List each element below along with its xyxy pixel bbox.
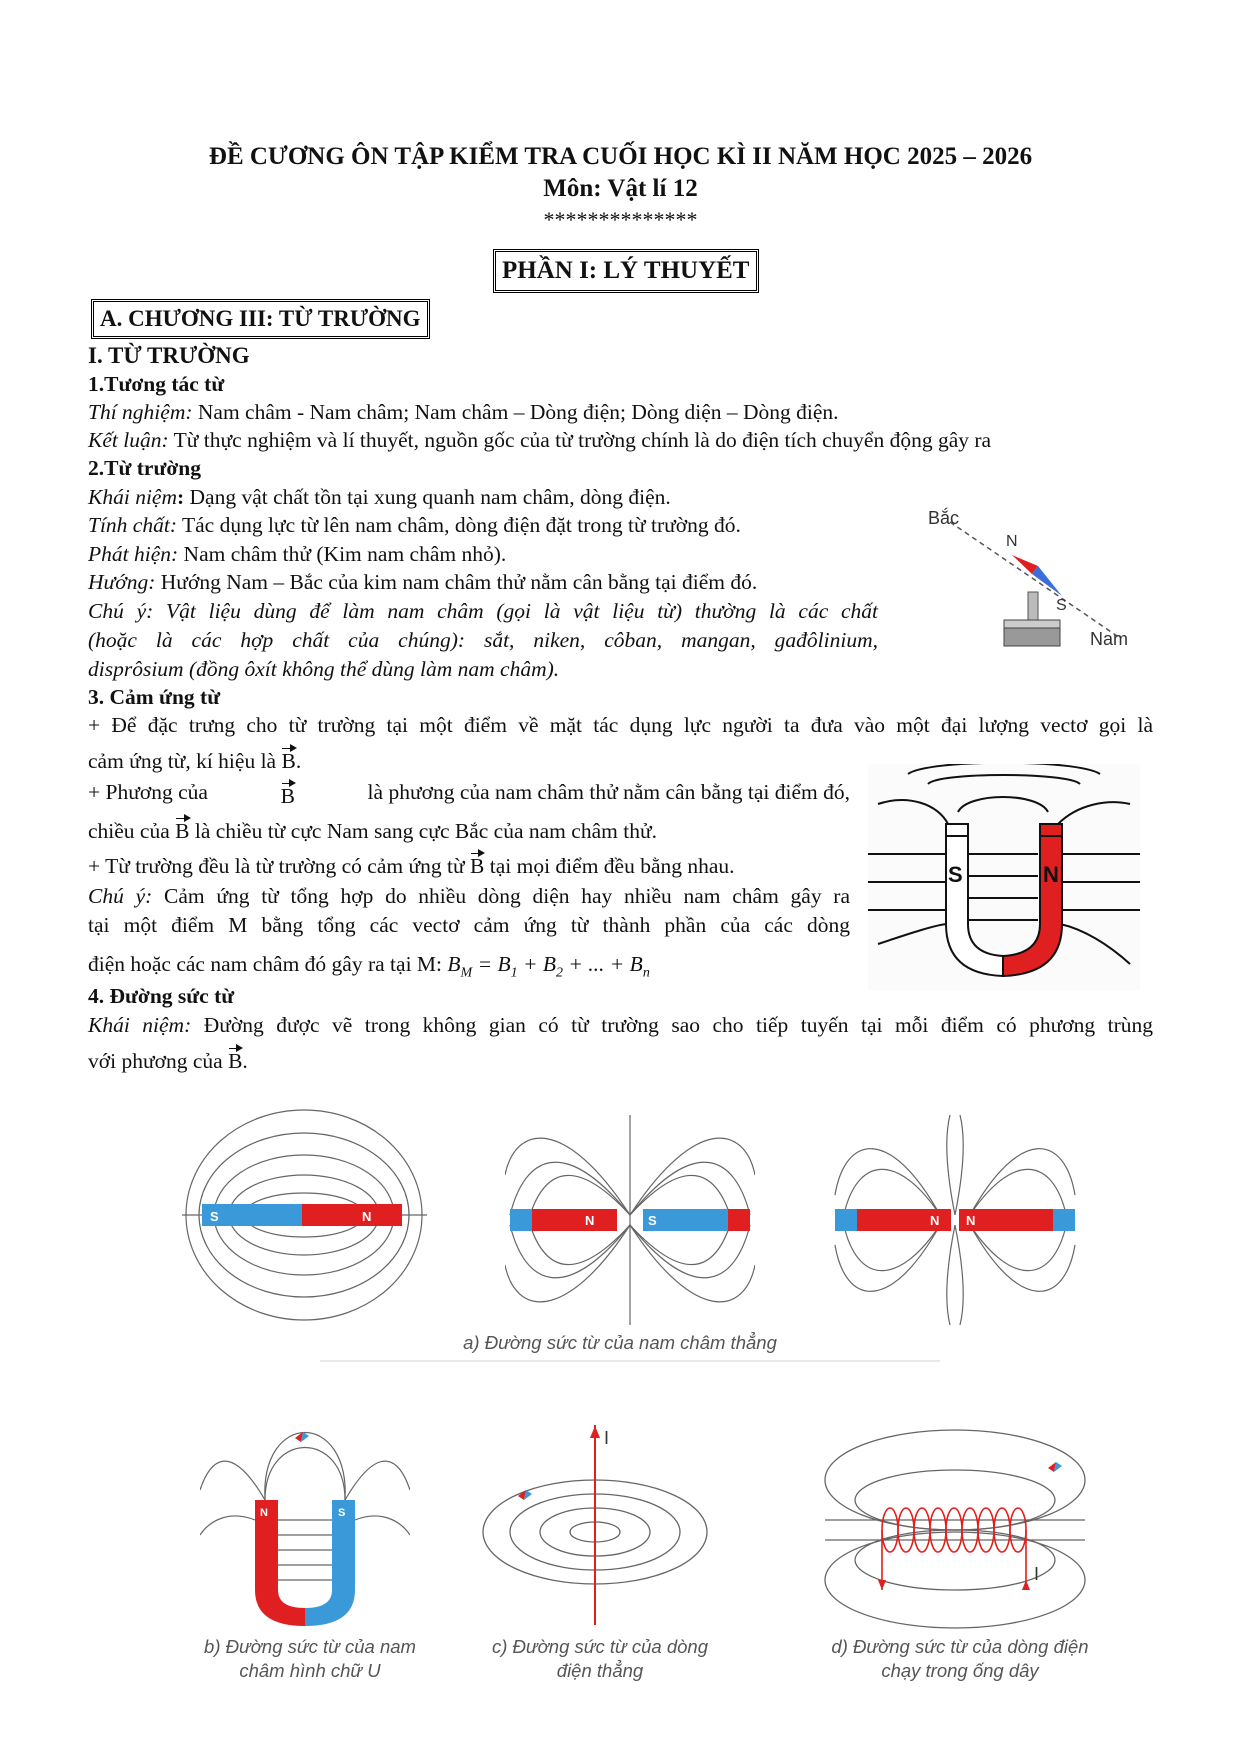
superposition-note-1 (88, 882, 850, 910)
star-divider: ************** (543, 207, 698, 232)
induction-para-2a (88, 778, 850, 810)
text-symbol-intro: cảm ứng từ, kí hiệu là (88, 749, 282, 773)
experiment-line (88, 398, 839, 426)
label-s-pole: S (338, 1507, 346, 1519)
label-current: I (1034, 1564, 1040, 1584)
document-title: ĐỀ CƯƠNG ÔN TẬP KIỂM TRA CUỐI HỌC KÌ II NĂM HỌC 2025 – 2026 (208, 143, 1033, 170)
caption-wire-1: c) Đường sức từ của dòng (491, 1636, 709, 1657)
bar-left-north (532, 1209, 617, 1231)
text-conclusion: Từ thực nghiệm và lí thuyết, nguồn gốc của từ trường chính là do điện tích chuyển động gây ra (168, 428, 992, 452)
compass-needle-figure (920, 500, 1140, 660)
text-direction: Hướng Nam – Bắc của kim nam châm thử nằm cân bằng tại điểm đó. (155, 570, 758, 594)
concept-line (88, 483, 671, 511)
heading-induction: 3. Cảm ứng từ (88, 685, 221, 709)
vector-b-symbol: B (470, 848, 484, 880)
caption-wire-2: điện thẳng (556, 1660, 644, 1681)
text-uniform-b: tại mọi điểm đều bằng nhau. (484, 854, 735, 878)
superposition-note-2: tại một điểm M bằng tổng các vectơ cảm ứng từ thành phần của các dòng (88, 913, 850, 937)
label-n-pole: N (260, 1507, 268, 1519)
u-magnet-figure (868, 764, 1140, 990)
period: . (242, 1049, 248, 1073)
note-line-1: Chú ý: Vật liệu dùng để làm nam châm (gọi là vật liệu từ) thường là các chất (88, 599, 878, 623)
text-property: Tác dụng lực từ lên nam châm, dòng điện đặt trong từ trường đó. (176, 513, 741, 537)
induction-para-1b (88, 743, 301, 775)
label-north-direction: Bắc (928, 508, 960, 528)
label-concept: Khái niệm (88, 485, 177, 509)
label-s-pole: S (648, 1213, 657, 1228)
heading-field-lines: 4. Đường sức từ (88, 984, 235, 1008)
bar-magnet-figure-2 (505, 1115, 755, 1325)
superposition-formula: $B_M = B_1 + B_2$ + ... + $B_n$ (447, 952, 650, 981)
property-line (88, 511, 741, 539)
field-lines-concept-a (88, 1011, 1153, 1039)
text-note-3: điện hoặc các nam châm đó gây ra tại M: (88, 952, 448, 976)
vector-b-symbol: B (281, 743, 295, 775)
text-direction-of: + Phương của (88, 780, 208, 804)
text-experiment: Nam châm - Nam châm; Nam châm – Dòng điện; Dòng diện – Dòng điện. (192, 400, 839, 424)
uniform-field-line (88, 848, 735, 880)
needle-north-half (1012, 555, 1038, 574)
subject-line: Môn: Vật lí 12 (543, 175, 698, 202)
note-line-2: (hoặc là các hợp chất của chúng): sắt, niken, côban, mangan, gađôlinium, (88, 628, 878, 652)
label-note: Chú ý: (88, 884, 153, 908)
bar-north-half (302, 1204, 402, 1226)
bar-magnet-figure-1 (182, 1105, 427, 1325)
label-n-pole: N (1006, 533, 1018, 550)
vector-b-symbol: B (281, 778, 295, 810)
bar-right-blue (1053, 1209, 1075, 1231)
chapter-title: A. CHƯƠNG III: TỪ TRƯỜNG (91, 299, 430, 339)
text-note-1: Cảm ứng từ tổng hợp do nhiều dòng diện hay nhiều nam châm gây ra (152, 884, 850, 908)
concept-colon: : (176, 485, 185, 509)
part-title: PHẦN I: LÝ THUYẾT (493, 249, 759, 293)
text-concept: Dạng vật chất tồn tại xung quanh nam châm, dòng điện. (184, 485, 671, 509)
label-south-direction: Nam (1090, 629, 1129, 649)
caption-solenoid-2: chạy trong ống dây (881, 1660, 1039, 1681)
caption-u-magnet-2: châm hình chữ U (239, 1660, 381, 1681)
caption-u-magnet-1: b) Đường sức từ của nam (204, 1636, 416, 1657)
solenoid-figure (820, 1420, 1090, 1630)
figure-divider (320, 1360, 940, 1362)
u-south-arm (305, 1500, 355, 1626)
text-sense-of: chiều của (88, 819, 176, 843)
field-lines-concept-b (88, 1043, 248, 1075)
bar-left-blue (835, 1209, 857, 1231)
induction-para-1a: + Để đặc trưng cho từ trường tại một điểm về mặt tác dụng lực người ta đưa vào một đại lượng vectơ gọi là (88, 713, 1153, 737)
bar-right-red (728, 1209, 750, 1231)
text-direction-rest: là phương của nam châm thử nằm cân bằng tại điểm đó, (367, 780, 850, 804)
caption-bar-magnet: a) Đường sức từ của nam châm thẳng (463, 1332, 777, 1353)
bar-left-blue (510, 1209, 532, 1231)
label-n-pole: N (1043, 862, 1059, 887)
label-s-pole: S (1056, 597, 1067, 614)
text-concept-a: Đường được vẽ trong không gian có từ trường sao cho tiếp tuyến tại mỗi điểm có phương trùng (191, 1013, 1153, 1037)
label-current: I (604, 1428, 610, 1448)
section-heading: I. TỪ TRƯỜNG (88, 343, 250, 368)
caption-solenoid-1: d) Đường sức từ của dòng điện (831, 1636, 1089, 1657)
u-magnet-field-figure (200, 1420, 410, 1630)
straight-wire-figure (480, 1420, 720, 1630)
label-detection: Phát hiện: (88, 542, 179, 566)
label-s-pole: S (948, 862, 963, 887)
heading-field: 2.Từ trường (88, 456, 201, 480)
period: . (295, 749, 302, 773)
text-detection: Nam châm thử (Kim nam châm nhỏ). (178, 542, 507, 566)
label-property: Tính chất: (88, 513, 177, 537)
label-concept: Khái niệm: (88, 1013, 192, 1037)
text-sense-rest: là chiều từ cực Nam sang cực Bắc của nam châm thử. (189, 819, 657, 843)
vector-b-symbol: B (175, 813, 189, 845)
vector-b-symbol: B (228, 1043, 242, 1075)
label-direction: Hướng: (88, 570, 156, 594)
label-n-pole: N (585, 1213, 595, 1228)
label-conclusion: Kết luận: (88, 428, 169, 452)
heading-interaction: 1.Tương tác từ (88, 372, 225, 396)
label-s-pole: S (210, 1209, 219, 1224)
text-uniform-a: + Từ trường đều là từ trường có cảm ứng từ (88, 854, 471, 878)
conclusion-line (88, 426, 991, 454)
direction-line (88, 568, 757, 596)
label-n-pole: N (966, 1213, 976, 1228)
detection-line (88, 540, 506, 568)
label-experiment: Thí nghiệm: (88, 400, 193, 424)
induction-para-2b (88, 813, 657, 845)
bar-magnet-figure-3 (830, 1115, 1080, 1325)
note-line-3: disprôsium (đồng ôxít không thể dùng làm nam châm). (88, 657, 560, 681)
label-n-pole: N (930, 1213, 940, 1228)
text-concept-b: với phương của (88, 1049, 229, 1073)
label-n-pole: N (362, 1209, 372, 1224)
